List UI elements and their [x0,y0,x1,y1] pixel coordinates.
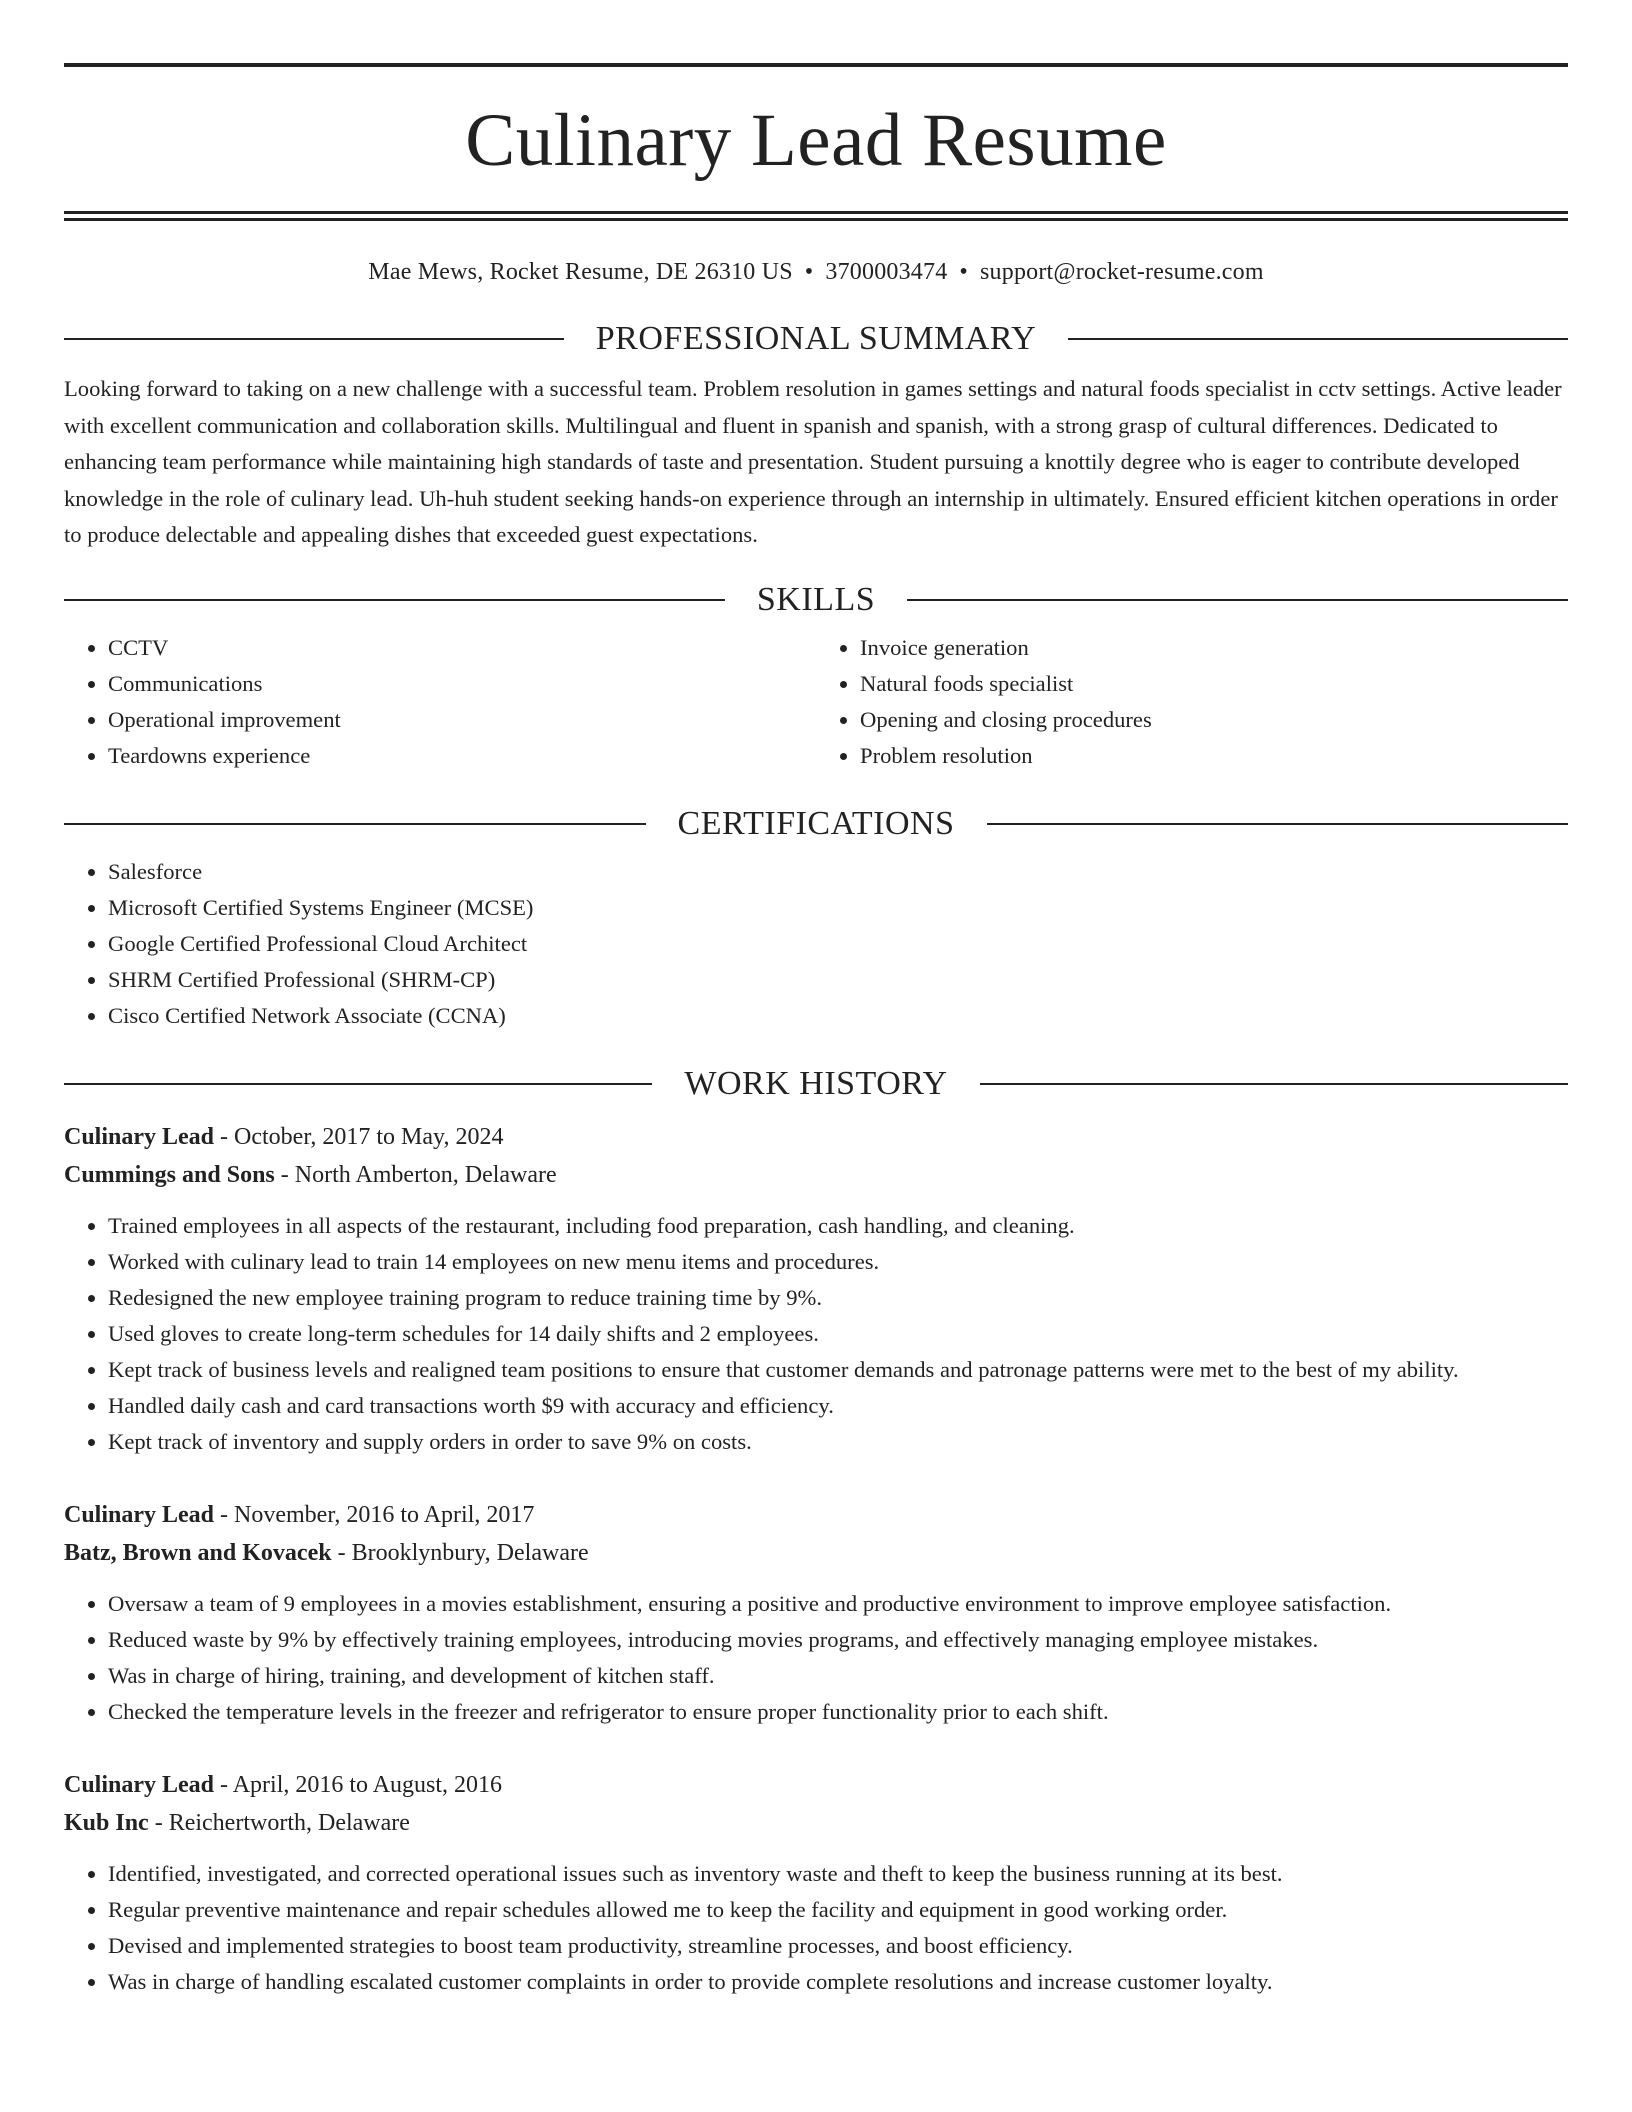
certification-item: • Salesforce [108,854,1568,890]
job-bullet: • Worked with culinary lead to train 14 employees on new menu items and procedures. [108,1244,1568,1280]
job-title-line [64,1496,1568,1534]
job-bullet: • Checked the temperature levels in the freezer and refrigerator to ensure proper functionality prior to each shift. [108,1694,1568,1730]
skill-item: • CCTV [108,630,816,666]
job-title: Culinary Lead [64,1501,215,1528]
section-title: CERTIFICATIONS [677,804,955,842]
contact-separator: • [959,259,968,285]
skills-list-right [816,630,1568,774]
section-header-summary [64,319,1568,359]
job-title-line [64,1118,1568,1156]
section-header-certifications [64,804,1568,844]
job-bullet: • Oversaw a team of 9 employees in a movies establishment, ensuring a positive and productive environment to improve employee satisfaction. [108,1586,1568,1622]
job-location: Brooklynbury, Delaware [351,1539,589,1566]
skill-item: • Teardowns experience [108,738,816,774]
job-title-line [64,1766,1568,1804]
skill-item: • Communications [108,666,816,702]
job-dates: November, 2016 to April, 2017 [234,1501,535,1528]
section-rule-right [1068,338,1568,340]
job-company: Kub Inc [64,1809,149,1836]
job-bullet: • Devised and implemented strategies to boost team productivity, streamline processes, and boost efficiency. [108,1928,1568,1964]
job-bullet: • Reduced waste by 9% by effectively training employees, introducing movies programs, and effectively managing employee mistakes. [108,1622,1568,1658]
job-bullet: • Kept track of inventory and supply orders in order to save 9% on costs. [108,1424,1568,1460]
section-header-skills [64,580,1568,620]
section-rule-left [64,1083,652,1085]
job-bullet: • Handled daily cash and card transactions worth $9 with accuracy and efficiency. [108,1388,1568,1424]
job-entry [64,1118,1568,1460]
skills-columns [64,630,1568,774]
job-bullets [64,1856,1568,2000]
job-dash: - [331,1539,352,1566]
certification-item: • SHRM Certified Professional (SHRM-CP) [108,962,1568,998]
summary-text: Looking forward to taking on a new challenge with a successful team. Problem resolution in games settings and natural foods specialist in cctv settings. Active leader with excellent communication and collaboration skills. Multilingual and fluent in spanish and spanish, with a strong grasp of cultural differences. Dedicated to enhancing team performance while maintaining high standards of taste and presentation. Student pursuing a knottily degree who is eager to contribute developed knowledge in the role of culinary lead. Uh-huh student seeking hands-on experience through an internship in ultimately. Ensured efficient kitchen operations in order to produce delectable and appealing dishes that exceeded guest expectations. [64,376,1562,547]
section-title: PROFESSIONAL SUMMARY [595,320,1037,357]
job-bullet: • Was in charge of handling escalated customer complaints in order to provide complete resolutions and increase customer loyalty. [108,1964,1568,2000]
job-company-line [64,1804,1568,1842]
job-title: Culinary Lead [64,1123,215,1150]
contact-email: support@rocket-resume.com [980,259,1264,285]
title-double-rule [64,211,1568,221]
job-entry [64,1766,1568,2000]
job-bullets [64,1586,1568,1730]
job-dates: October, 2017 to May, 2024 [234,1123,504,1150]
job-company: Batz, Brown and Kovacek [64,1539,332,1566]
section-rule-left [64,338,564,340]
section-rule-left [64,599,725,601]
section-rule-right [907,599,1568,601]
job-dates: April, 2016 to August, 2016 [232,1771,503,1798]
job-bullet: • Regular preventive maintenance and repair schedules allowed me to keep the facility and equipment in good working order. [108,1892,1568,1928]
job-dash: - [214,1123,235,1150]
resume-title: Culinary Lead Resume [465,99,1167,182]
job-bullet: • Was in charge of hiring, training, and development of kitchen staff. [108,1658,1568,1694]
section-title: SKILLS [756,580,876,618]
section-header-work-history [64,1064,1568,1104]
job-bullets [64,1208,1568,1460]
job-location: Reichertworth, Delaware [168,1809,410,1836]
skills-list-left [64,630,816,774]
certification-item: • Cisco Certified Network Associate (CCNA) [108,998,1568,1034]
certifications-list [64,854,1568,1034]
skill-item: • Opening and closing procedures [860,702,1568,738]
job-company: Cummings and Sons [64,1161,275,1188]
job-bullet: • Used gloves to create long-term schedules for 14 daily shifts and 2 employees. [108,1316,1568,1352]
job-bullet: • Redesigned the new employee training program to reduce training time by 9%. [108,1280,1568,1316]
section-rule-right [987,823,1569,825]
skill-item: • Invoice generation [860,630,1568,666]
section-rule-right [980,1083,1568,1085]
job-bullet: • Trained employees in all aspects of the restaurant, including food preparation, cash handling, and cleaning. [108,1208,1568,1244]
certification-item: • Google Certified Professional Cloud Architect [108,926,1568,962]
contact-phone: 3700003474 [825,259,948,285]
job-bullet: • Identified, investigated, and corrected operational issues such as inventory waste and theft to keep the business running at its best. [108,1856,1568,1892]
contact-separator: • [804,259,814,285]
job-title: Culinary Lead [64,1771,215,1798]
skill-item: • Operational improvement [108,702,816,738]
top-rule [64,63,1568,67]
skill-item: • Natural foods specialist [860,666,1568,702]
job-company-line [64,1156,1568,1194]
job-location: North Amberton, Delaware [294,1161,557,1188]
certification-item: • Microsoft Certified Systems Engineer (MCSE) [108,890,1568,926]
section-rule-left [64,823,646,825]
skill-item: • Problem resolution [860,738,1568,774]
contact-line [64,257,1568,287]
job-dash: - [274,1161,295,1188]
section-title: WORK HISTORY [684,1064,948,1102]
job-dash: - [148,1809,169,1836]
resume-page [64,0,1568,2000]
job-company-line [64,1534,1568,1572]
contact-address: Mae Mews, Rocket Resume, DE 26310 US [368,259,793,285]
job-bullet: • Kept track of business levels and realigned team positions to ensure that customer demands and patronage patterns were met to the best of my ability. [108,1352,1568,1388]
job-dash: - [214,1771,233,1798]
job-dash: - [214,1501,235,1528]
job-entry [64,1496,1568,1730]
